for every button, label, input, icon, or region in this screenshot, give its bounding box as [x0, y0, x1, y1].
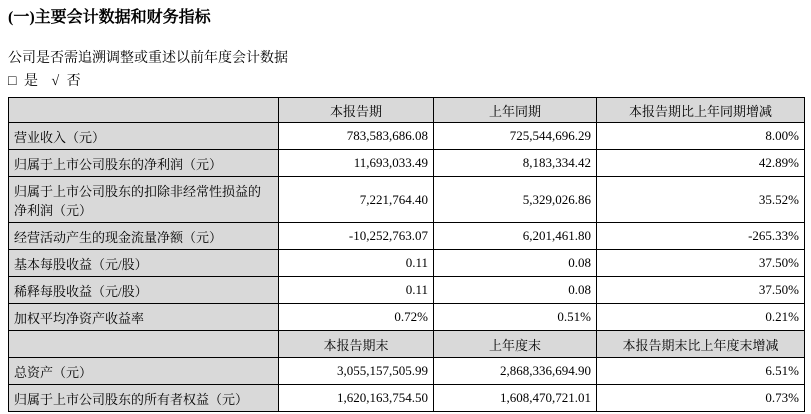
cell-current: 783,583,686.08 [279, 123, 434, 150]
financial-indicators-table [8, 97, 805, 412]
row-label: 加权平均净资产收益率 [9, 304, 279, 331]
table-row [9, 304, 805, 331]
restatement-question: 公司是否需追溯调整或重述以前年度会计数据 [8, 51, 288, 66]
no-label: 否 [66, 74, 81, 89]
section-title: (一)主要会计数据和财务指标 [8, 9, 211, 26]
row-label: 稀释每股收益（元/股） [9, 277, 279, 304]
cell-prior: 1,608,470,721.01 [434, 385, 597, 412]
cell-change: 42.89% [597, 150, 805, 177]
cell-current: 11,693,033.49 [279, 150, 434, 177]
header-period-end-change: 本报告期末比上年度末增减 [597, 331, 805, 358]
row-label: 归属于上市公司股东的扣除非经常性损益的净利润（元） [9, 177, 279, 223]
cell-current: 3,055,157,505.99 [279, 358, 434, 385]
cell-current: 0.11 [279, 250, 434, 277]
checkmark-icon: √ [51, 74, 60, 89]
yes-no-checkline [8, 73, 811, 90]
table-row [9, 385, 805, 412]
cell-prior: 0.51% [434, 304, 597, 331]
checkbox-unchecked-icon: □ [8, 74, 17, 89]
row-label: 基本每股收益（元/股） [9, 250, 279, 277]
header-prior-year-end: 上年度末 [434, 331, 597, 358]
cell-change: 0.21% [597, 304, 805, 331]
table-row [9, 223, 805, 250]
header-current-period: 本报告期 [279, 98, 434, 123]
yes-label: 是 [23, 74, 38, 89]
cell-change: 35.52% [597, 177, 805, 223]
row-label: 总资产（元） [9, 358, 279, 385]
cell-current: 0.72% [279, 304, 434, 331]
table-header-row-period [9, 98, 805, 123]
cell-change: 6.51% [597, 358, 805, 385]
table-row [9, 123, 805, 150]
table-row [9, 150, 805, 177]
cell-prior: 8,183,334.42 [434, 150, 597, 177]
cell-change: 0.73% [597, 385, 805, 412]
cell-prior: 2,868,336,694.90 [434, 358, 597, 385]
row-label: 归属于上市公司股东的净利润（元） [9, 150, 279, 177]
cell-prior: 725,544,696.29 [434, 123, 597, 150]
cell-change: 37.50% [597, 277, 805, 304]
table-row [9, 177, 805, 223]
header-prior-period: 上年同期 [434, 98, 597, 123]
cell-prior: 0.08 [434, 250, 597, 277]
row-label: 营业收入（元） [9, 123, 279, 150]
cell-current: 7,221,764.40 [279, 177, 434, 223]
cell-current: 0.11 [279, 277, 434, 304]
header-period-change: 本报告期比上年同期增减 [597, 98, 805, 123]
cell-prior: 0.08 [434, 277, 597, 304]
cell-change: -265.33% [597, 223, 805, 250]
row-label: 归属于上市公司股东的所有者权益（元） [9, 385, 279, 412]
cell-change: 37.50% [597, 250, 805, 277]
cell-current: -10,252,763.07 [279, 223, 434, 250]
table-row [9, 358, 805, 385]
cell-prior: 5,329,026.86 [434, 177, 597, 223]
cell-change: 8.00% [597, 123, 805, 150]
cell-current: 1,620,163,754.50 [279, 385, 434, 412]
table-row [9, 277, 805, 304]
row-label: 经营活动产生的现金流量净额（元） [9, 223, 279, 250]
table-row [9, 250, 805, 277]
table-header-row-period-end [9, 331, 805, 358]
header-current-period-end: 本报告期末 [279, 331, 434, 358]
header-empty [9, 331, 279, 358]
header-empty [9, 98, 279, 123]
cell-prior: 6,201,461.80 [434, 223, 597, 250]
